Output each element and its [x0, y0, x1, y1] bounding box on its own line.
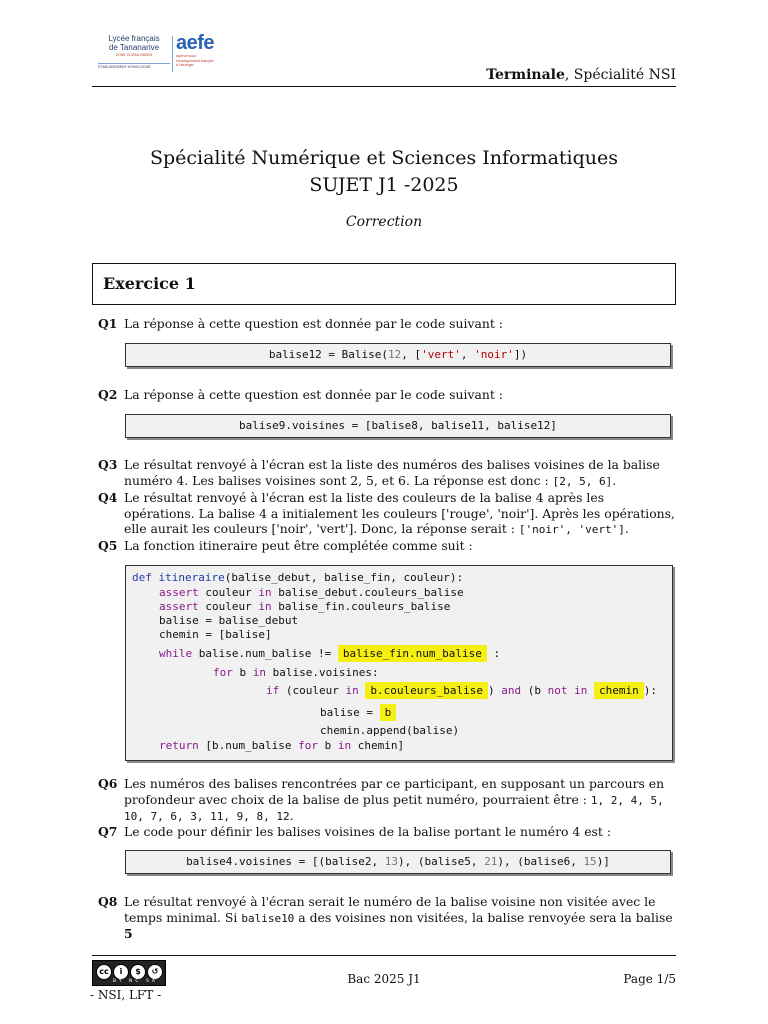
- question-q7: [98, 824, 678, 840]
- by-icon: i: [113, 964, 129, 980]
- question-label: Q3: [98, 457, 118, 472]
- logo-aefe: [176, 32, 236, 76]
- question-text: Le résultat renvoyé à l'écran serait le numéro de la balise voisine non visitée avec le temps minimal. Si balise10 a des voisines non visitées, la balise renvoyée sera la balise 5: [124, 894, 673, 941]
- question-text: La fonction itineraire peut être complétée comme suit :: [124, 538, 473, 553]
- question-label: Q2: [98, 387, 118, 402]
- header-level-bold: Terminale: [486, 67, 565, 83]
- question-label: Q1: [98, 316, 118, 331]
- highlight-answer: b.couleurs_balise: [365, 682, 488, 699]
- question-text: Le résultat renvoyé à l'écran est la liste des couleurs de la balise 4 après les opérations. La balise 4 a initialement les couleurs ['rouge', 'noir']. Après les opérations, elle aurait les couleurs ['noir', 'vert']. Donc, la réponse serait : ['noir', 'vert'].: [124, 490, 675, 536]
- code-block-q2: [125, 414, 671, 438]
- header-level: [486, 67, 676, 83]
- question-q2: [98, 387, 678, 403]
- inline-code: 1, 2, 4, 5, 10, 7, 6, 3, 11, 9, 8, 12: [124, 793, 664, 823]
- inline-code: ['noir', 'vert']: [518, 523, 625, 536]
- question-label: Q7: [98, 824, 118, 839]
- logo-lycee-tag: ÉTABLISSEMENT HOMOLOGUÉ: [98, 63, 170, 69]
- logo-lycee-zone: ZONE OCÉAN INDIEN: [116, 53, 152, 57]
- code-line: while balise.num_balise != balise_fin.num_balise :: [159, 647, 501, 660]
- question-label: Q4: [98, 490, 118, 505]
- logo-aefe-sub3: à l'étranger: [176, 63, 194, 67]
- question-q3: [98, 457, 678, 489]
- header-level-rest: , Spécialité NSI: [564, 67, 676, 83]
- highlight-answer: b: [380, 704, 397, 721]
- code-line: assert couleur in balise_fin.couleurs_balise: [159, 600, 451, 613]
- question-q5: [98, 538, 678, 554]
- logo-divider: [172, 36, 173, 72]
- question-q4: [98, 490, 678, 538]
- logo-aefe-sub2: l'enseignement français: [176, 58, 214, 63]
- document-subject: SUJET J1 -2025: [309, 174, 459, 196]
- question-text: Les numéros des balises rencontrées par ce participant, en supposant un parcours en profondeur avec choix de la balise de plus petit numéro, pourraient être : 1, 2, 4, 5, 10, 7, 6, 3, 11, 9, 8, 12.: [124, 776, 665, 823]
- code-line: assert couleur in balise_debut.couleurs_balise: [159, 586, 464, 599]
- exercise-heading-box: [92, 263, 676, 305]
- highlight-answer: chemin: [594, 682, 644, 699]
- logo-aefe-name: aefe: [176, 32, 215, 54]
- code-line: balise = b: [320, 706, 396, 719]
- code-block-q7: [125, 850, 671, 874]
- footer-page-number: Page 1/5: [623, 972, 676, 986]
- code-line: def itineraire(balise_debut, balise_fin, couleur):: [132, 571, 464, 584]
- question-label: Q5: [98, 538, 118, 553]
- logo-lycee-francais: [98, 34, 170, 74]
- code-block-q1: [125, 343, 671, 367]
- question-q8: [98, 894, 678, 942]
- code-line: balise12 = Balise(12, ['vert', 'noir']): [268, 348, 528, 361]
- footer-center: Bac 2025 J1: [347, 972, 421, 986]
- question-label: Q8: [98, 894, 118, 909]
- code-line: chemin.append(balise): [320, 724, 460, 737]
- code-line: balise = balise_debut: [159, 614, 299, 627]
- logo-lycee-line1: Lycée français: [108, 34, 160, 43]
- document-subtitle: Correction: [345, 214, 423, 230]
- inline-code: balise10: [241, 911, 295, 925]
- question-text: La réponse à cette question est donnée par le code suivant :: [124, 387, 503, 402]
- exercise-heading: Exercice 1: [103, 274, 196, 293]
- question-text: La réponse à cette question est donnée par le code suivant :: [124, 316, 503, 331]
- highlight-answer: balise_fin.num_balise: [338, 645, 487, 662]
- header-rule: [92, 86, 676, 87]
- cc-icon: cc: [96, 964, 112, 980]
- question-q1: [98, 316, 678, 332]
- document-title: Spécialité Numérique et Sciences Informatiques: [149, 147, 619, 169]
- code-line: for b in balise.voisines:: [213, 666, 379, 679]
- sa-icon: ↺: [147, 964, 163, 980]
- question-text: Le résultat renvoyé à l'écran est la liste des numéros des balises voisines de la balise numéro 4. Les balises voisines sont 2, 5, et 6. La réponse est donc : [2, 5, 6].: [124, 457, 660, 488]
- logo-aefe-sub1: Agence pour: [176, 54, 197, 58]
- question-text: Le code pour définir les balises voisines de la balise portant le numéro 4 est :: [124, 824, 611, 839]
- nc-icon: $: [130, 964, 146, 980]
- code-block-q5: [125, 565, 673, 761]
- code-line: chemin = [balise]: [159, 628, 272, 641]
- question-q6: [98, 776, 678, 825]
- cc-license-text: BY NC SA: [113, 979, 165, 985]
- footer-rule: [92, 955, 676, 956]
- question-label: Q6: [98, 776, 118, 791]
- code-line: balise9.voisines = [balise8, balise11, balise12]: [239, 419, 557, 432]
- logo-lycee-line2: de Tananarive: [108, 43, 160, 52]
- code-line: balise4.voisines = [(balise2, 13), (balise5, 21), (balise6, 15)]: [186, 855, 610, 868]
- code-line: return [b.num_balise for b in chemin]: [159, 739, 405, 752]
- footer-left: - NSI, LFT -: [90, 988, 162, 1002]
- code-line: if (couleur in b.couleurs_balise ) and (b not in chemin ):: [266, 684, 657, 697]
- inline-code: [2, 5, 6]: [552, 474, 613, 488]
